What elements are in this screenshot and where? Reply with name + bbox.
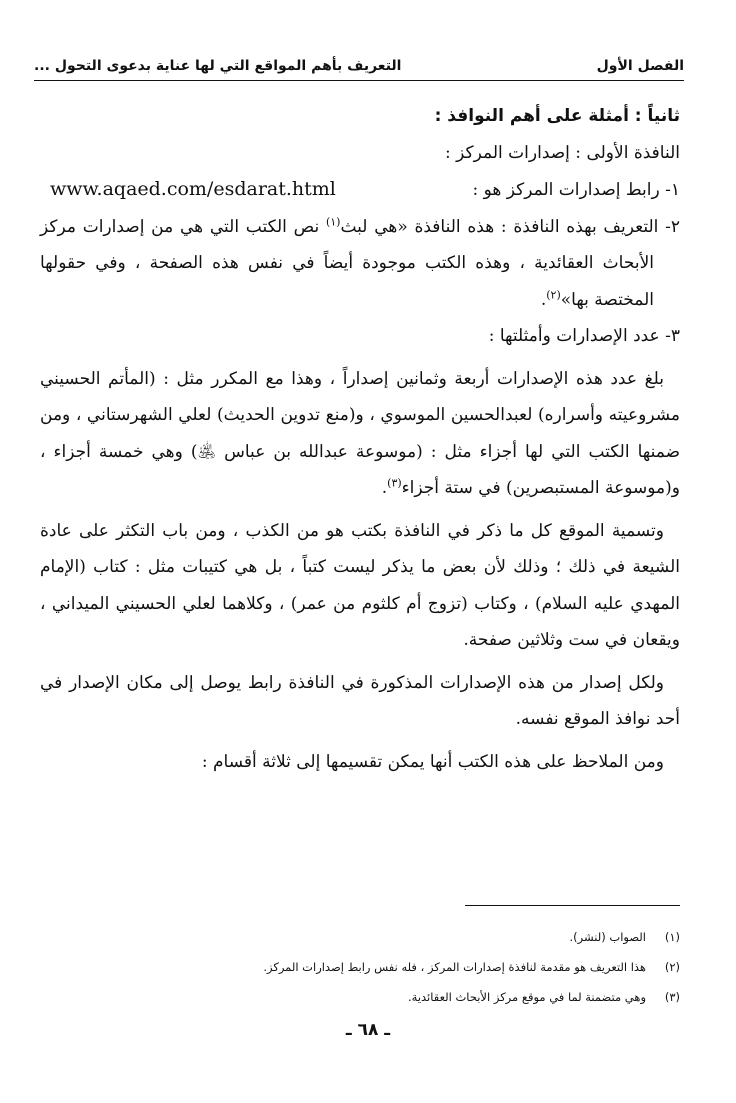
footnote-3 <box>40 982 680 1012</box>
footnote-ref-3[interactable]: (٣) <box>387 476 402 490</box>
item-2-text-end: . <box>540 289 547 310</box>
paragraph-3: ولكل إصدار من هذه الإصدارات المذكورة في النافذة رابط يوصل إلى مكان الإصدار في أحد نوافذ الموقع نفسه. <box>40 672 680 729</box>
item-1-label: ١- رابط إصدارات المركز هو : <box>472 180 680 200</box>
footnote-divider <box>465 905 680 906</box>
footnote-1-text: الصواب (لنشر). <box>569 930 646 944</box>
section-running-title: التعريف بأهم المواقع التي لها عناية بدعوى التحول ... <box>34 58 402 74</box>
item-2-text-before: ٢- التعريف بهذه النافذة : هذه النافذة «هي لبث <box>340 216 680 237</box>
item-3: ٣- عدد الإصدارات وأمثلتها : <box>488 326 680 346</box>
footnote-ref-2[interactable]: (٢) <box>546 287 561 301</box>
section-heading: ثانياً : أمثلة على أهم النوافذ : <box>434 106 680 126</box>
footnote-2-text: هذا التعريف هو مقدمة لنافذة إصدارات المركز ، فله نفس رابط إصدارات المركز. <box>263 960 646 974</box>
footnote-2 <box>40 952 680 982</box>
esdarat-url-link[interactable]: www.aqaed.com/esdarat.html <box>50 178 336 200</box>
window-title: النافذة الأولى : إصدارات المركز : <box>445 142 680 163</box>
page-number: ـ ٦٨ ـ <box>345 1020 391 1040</box>
footnotes <box>40 922 680 1012</box>
item-2 <box>40 209 680 319</box>
paragraph-1-end: . <box>381 478 388 498</box>
paragraph-4: ومن الملاحظ على هذه الكتب أنها يمكن تقسيمها إلى ثلاثة أقسام : <box>201 751 664 772</box>
paragraph-1-text: بلغ عدد هذه الإصدارات أربعة وثمانين إصداراً ، وهذا مع المكرر مثل : (المأتم الحسيني مشروعيته وأسراره) لعبدالحسين الموسوي ، و(منع تدوين الحديث) لعلي الشهرستاني ، ومن ضمنها الكتب التي لها أجزاء مثل : (موسوعة عبدالله بن عباس ﵁) وهي خمسة أجزاء ، و(موسوعة المستبصرين) في ستة أجزاء <box>40 368 680 498</box>
footnote-1-number: (١) <box>664 930 680 944</box>
footnote-3-number: (٣) <box>664 990 680 1004</box>
item-1 <box>40 171 680 209</box>
running-header <box>34 56 684 81</box>
item-2-text-mid: نص الكتب التي هي من إصدارات مركز الأبحاث العقائدية ، وهذه الكتب موجودة أيضاً في نفس هذه الصفحة ، وفي حقولها المختصة بها» <box>40 216 654 310</box>
page-body <box>40 98 680 780</box>
paragraph-2: وتسمية الموقع كل ما ذكر في النافذة بكتب هو من الكذب ، ومن باب التكثر على عادة الشيعة في ذلك ؛ وذلك لأن بعض ما يذكر ليست كتباً ، بل هي كتيبات مثل : كتاب (الإمام المهدي عليه السلام) ، وكتاب (تزوج أم كلثوم من عمر) ، وكلاهما لعلي الحسيني الميداني ، ويقعان في ست وثلاثين صفحة. <box>40 520 680 650</box>
paragraph-1 <box>40 361 680 507</box>
footnote-2-number: (٢) <box>664 960 680 974</box>
footnote-ref-1[interactable]: (١) <box>325 214 341 228</box>
footnote-3-text: وهي متضمنة لما في موقع مركز الأبحاث العقائدية. <box>408 990 646 1004</box>
chapter-title: الفصل الأول <box>596 58 684 74</box>
footnote-1 <box>40 922 680 952</box>
